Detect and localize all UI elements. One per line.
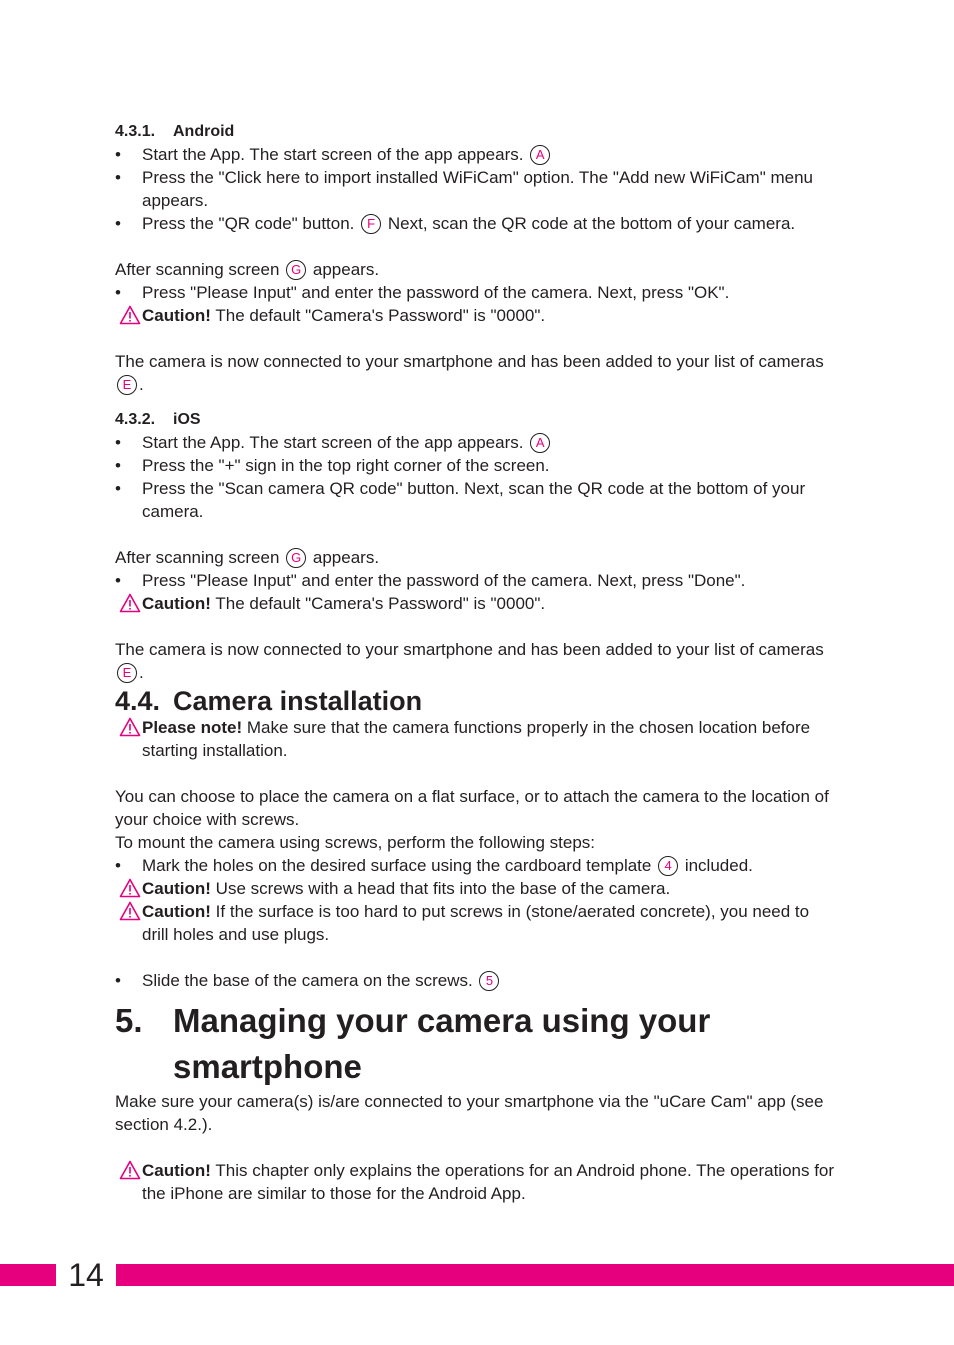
list-item: • Start the App. The start screen of the app appears. A [115, 431, 840, 454]
list-item: • Press the "Scan camera QR code" button. Next, scan the QR code at the bottom of your camera. [115, 479, 806, 521]
list-item: • Mark the holes on the desired surface using the cardboard template 4 included. [115, 856, 753, 875]
page-content [115, 120, 840, 1205]
section-heading-4-3-1: 4.3.1. Android [115, 123, 235, 140]
list-item: • Press the "Click here to import installed WiFiCam" option. The "Add new WiFiCam" menu appears. [115, 168, 814, 210]
paragraph: After scanning screen G appears. [115, 548, 380, 567]
bullet: • [115, 456, 121, 475]
callout-badge: E [117, 375, 137, 395]
warning-icon [119, 901, 141, 921]
caution-note: Caution! This chapter only explains the operations for an Android phone. The operations for the iPhone are similar to those for the Android App. [115, 1159, 840, 1205]
paragraph: Make sure your camera(s) is/are connected to your smartphone via the "uCare Cam" app (see section 4.2.). [115, 1092, 824, 1134]
list-item: • Start the App. The start screen of the app appears. A [115, 143, 840, 166]
bullet: • [115, 283, 121, 302]
list-item: • Slide the base of the camera on the screws. 5 [115, 969, 840, 992]
callout-badge: A [530, 433, 550, 453]
list-item: • Press "Please Input" and enter the password of the camera. Next, press "OK". [115, 283, 730, 302]
callout-badge: E [117, 663, 137, 683]
bullet: • [115, 433, 121, 452]
bullet: • [115, 571, 121, 590]
list-item: • Press "Please Input" and enter the password of the camera. Next, press "Done". [115, 571, 746, 590]
callout-badge: G [286, 260, 306, 280]
bullet: • [115, 214, 121, 233]
warning-icon [119, 305, 141, 325]
paragraph: After scanning screen G appears. [115, 260, 380, 279]
bullet: • [115, 971, 121, 990]
page-number: 14 [56, 1256, 116, 1294]
paragraph: The camera is now connected to your smartphone and has been added to your list of cameras E . [115, 640, 824, 682]
caution-note: Caution! The default "Camera's Password" is "0000". [115, 304, 840, 327]
callout-badge: F [361, 214, 381, 234]
callout-badge: G [286, 548, 306, 568]
list-item: • Press the "+" sign in the top right corner of the screen. [115, 456, 550, 475]
paragraph: The camera is now connected to your smartphone and has been added to your list of cameras E . [115, 352, 824, 394]
caution-note: Caution! Use screws with a head that fits into the base of the camera. [115, 877, 840, 900]
warning-icon [119, 878, 141, 898]
footer-bar [0, 1264, 954, 1286]
bullet: • [115, 856, 121, 875]
chapter-heading-5: 5. Managing your camera using your smartphone [115, 1002, 711, 1085]
paragraph: To mount the camera using screws, perform the following steps: [115, 833, 595, 852]
caution-note: Caution! If the surface is too hard to put screws in (stone/aerated concrete), you need to drill holes and use plugs. [115, 900, 840, 946]
bullet: • [115, 145, 121, 164]
section-heading-4-3-2: 4.3.2. iOS [115, 411, 201, 428]
bullet: • [115, 479, 121, 498]
warning-icon [119, 593, 141, 613]
callout-badge: 4 [658, 856, 678, 876]
please-note: Please note! Make sure that the camera functions properly in the chosen location before starting installation. [115, 716, 840, 762]
callout-badge: 5 [479, 971, 499, 991]
caution-note: Caution! The default "Camera's Password" is "0000". [115, 592, 840, 615]
list-item: • Press the "QR code" button. F Next, scan the QR code at the bottom of your camera. [115, 214, 796, 233]
warning-icon [119, 717, 141, 737]
warning-icon [119, 1160, 141, 1180]
section-heading-4-4: 4.4. Camera installation [115, 686, 423, 716]
bullet: • [115, 168, 121, 187]
callout-badge: A [530, 145, 550, 165]
paragraph: You can choose to place the camera on a flat surface, or to attach the camera to the location of your choice with screws. [115, 787, 829, 829]
